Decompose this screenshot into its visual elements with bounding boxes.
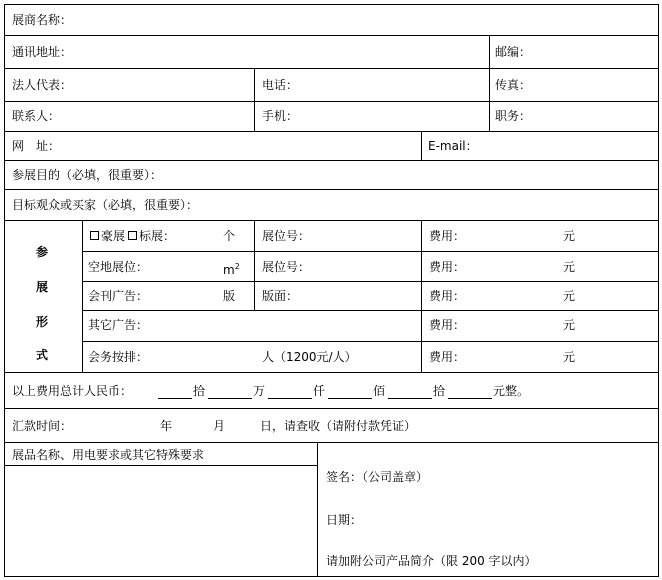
amount-unit: 万: [253, 384, 266, 398]
website-field[interactable]: [68, 138, 413, 152]
booth-number-label: 展位号：: [262, 260, 311, 274]
col-divider: [82, 220, 83, 373]
legal-rep-field[interactable]: [80, 77, 248, 91]
remittance-month-field[interactable]: [176, 418, 210, 432]
row-divider: [4, 189, 659, 190]
booth-number-label: 展位号：: [262, 229, 311, 243]
open-space-area-field[interactable]: [155, 259, 219, 273]
meeting-arrangement-label: 会务按排：: [88, 350, 149, 364]
amount-unit: 仟: [313, 384, 326, 398]
phone-label: 电话：: [262, 78, 299, 92]
participation-vertical-label: 展: [36, 280, 49, 294]
border-right: [658, 4, 659, 577]
row-divider: [82, 341, 659, 342]
col-divider: [489, 35, 490, 69]
remittance-day-field[interactable]: [228, 418, 258, 432]
attach-note: 请加附公司产品简介（限 200 字以内）: [326, 554, 537, 568]
currency-unit: 元: [563, 318, 576, 332]
currency-unit: 元: [563, 229, 576, 243]
fee-label: 费用：: [429, 289, 466, 303]
exhibitor-name-field[interactable]: [80, 12, 650, 26]
fee-label: 费用：: [429, 260, 466, 274]
page-layout-label: 版面：: [262, 289, 299, 303]
attendee-count-field[interactable]: [155, 349, 255, 363]
booth-number-field[interactable]: [316, 259, 414, 273]
participation-vertical-label: 参: [36, 245, 49, 259]
fee-field[interactable]: [470, 317, 558, 331]
postcode-label: 邮编：: [495, 45, 532, 59]
luxury-booth-checkbox[interactable]: [90, 231, 99, 240]
month-unit: 月: [213, 419, 226, 433]
mobile-label: 手机：: [262, 109, 299, 123]
fax-label: 传真：: [495, 78, 532, 92]
col-divider: [421, 131, 422, 161]
position-label: 职务：: [495, 109, 532, 123]
area-unit: $m^2$: [223, 262, 240, 277]
row-divider: [4, 68, 659, 69]
mobile-field[interactable]: [300, 108, 482, 122]
purpose-field[interactable]: [190, 167, 650, 181]
fee-label: 费用：: [429, 229, 466, 243]
signature-label: 签名：（公司盖章）: [326, 470, 429, 484]
remittance-year-field[interactable]: [90, 418, 154, 432]
row-divider: [4, 465, 317, 466]
amount-blank[interactable]: [268, 398, 312, 399]
signature-field[interactable]: [445, 469, 650, 483]
fee-label: 费用：: [429, 350, 466, 364]
products-textarea[interactable]: [6, 467, 315, 575]
row-divider: [82, 281, 659, 282]
target-audience-field[interactable]: [225, 197, 650, 211]
col-divider: [421, 220, 422, 373]
other-ad-label: 其它广告：: [88, 318, 149, 332]
year-unit: 年: [160, 419, 173, 433]
row-divider: [4, 220, 659, 221]
catalog-ad-field[interactable]: [155, 288, 219, 302]
fee-field[interactable]: [470, 228, 558, 242]
page-layout-field[interactable]: [305, 288, 414, 302]
participation-vertical-label: 形: [36, 315, 49, 329]
row-divider: [82, 251, 659, 252]
luxury-booth-label: 豪展: [101, 229, 126, 243]
legal-rep-label: 法人代表：: [12, 78, 73, 92]
exhibitor-name-label: 展商名称：: [12, 13, 73, 27]
catalog-ad-label: 会刊广告：: [88, 289, 149, 303]
col-divider: [254, 220, 255, 311]
booth-number-field[interactable]: [316, 228, 414, 242]
remittance-label: 汇款时间：: [12, 419, 73, 433]
border-top: [4, 4, 659, 5]
amount-blank[interactable]: [208, 398, 252, 399]
col-divider: [489, 68, 490, 132]
fee-label: 费用：: [429, 318, 466, 332]
border-left: [4, 4, 5, 577]
address-label: 通讯地址：: [12, 45, 73, 59]
row-divider: [4, 160, 659, 161]
currency-unit: 元: [563, 350, 576, 364]
participation-vertical-label: 式: [36, 348, 49, 362]
amount-unit: 元整。: [493, 384, 530, 398]
amount-blank[interactable]: [388, 398, 432, 399]
products-label: 展品名称、用电要求或其它特殊要求: [12, 448, 205, 462]
row-divider: [4, 35, 659, 36]
website-label: 网 址：: [12, 139, 61, 153]
fax-field[interactable]: [532, 77, 652, 91]
row-divider: [4, 131, 659, 132]
amount-unit: 拾: [433, 384, 446, 398]
row-divider: [4, 372, 659, 373]
date-field[interactable]: [364, 512, 650, 526]
attendee-unit: 人（1200元/人）: [262, 350, 357, 364]
row-divider: [82, 310, 659, 311]
open-space-label: 空地展位：: [88, 260, 149, 274]
border-bottom: [4, 576, 659, 577]
email-field[interactable]: [478, 138, 652, 152]
purpose-label: 参展目的（必填，很重要）：: [12, 168, 163, 182]
row-divider: [4, 408, 659, 409]
email-label: E-mail：: [428, 139, 478, 153]
fee-field[interactable]: [470, 288, 558, 302]
phone-field[interactable]: [300, 77, 482, 91]
other-ad-field[interactable]: [155, 317, 414, 331]
contact-field[interactable]: [68, 108, 248, 122]
amount-unit: 佰: [373, 384, 386, 398]
row-divider: [4, 101, 659, 102]
standard-booth-checkbox[interactable]: [128, 231, 137, 240]
amount-blank[interactable]: [448, 398, 492, 399]
fee-field[interactable]: [470, 259, 558, 273]
address-field[interactable]: [80, 44, 480, 58]
standard-booth-label: 标展：: [139, 229, 176, 243]
page-unit: 版: [223, 289, 236, 303]
contact-label: 联系人：: [12, 109, 61, 123]
amount-blank[interactable]: [158, 398, 192, 399]
col-divider: [317, 442, 318, 577]
booth-count-unit: 个: [223, 229, 236, 243]
booth-count-field[interactable]: [176, 228, 218, 242]
date-label: 日期：: [326, 513, 363, 527]
position-field[interactable]: [532, 108, 652, 122]
day-note: 日，请查收（请附付款凭证）: [260, 419, 417, 433]
target-audience-label: 目标观众或买家（必填，很重要）：: [12, 198, 199, 212]
currency-unit: 元: [563, 289, 576, 303]
postcode-field[interactable]: [532, 44, 652, 58]
col-divider: [254, 68, 255, 132]
fee-field[interactable]: [470, 349, 558, 363]
amount-blank[interactable]: [328, 398, 372, 399]
row-divider: [4, 442, 659, 443]
total-fee-label: 以上费用总计人民币：: [12, 384, 133, 398]
currency-unit: 元: [563, 260, 576, 274]
amount-unit: 拾: [193, 384, 206, 398]
area-unit-superscript: 2: [234, 262, 240, 271]
